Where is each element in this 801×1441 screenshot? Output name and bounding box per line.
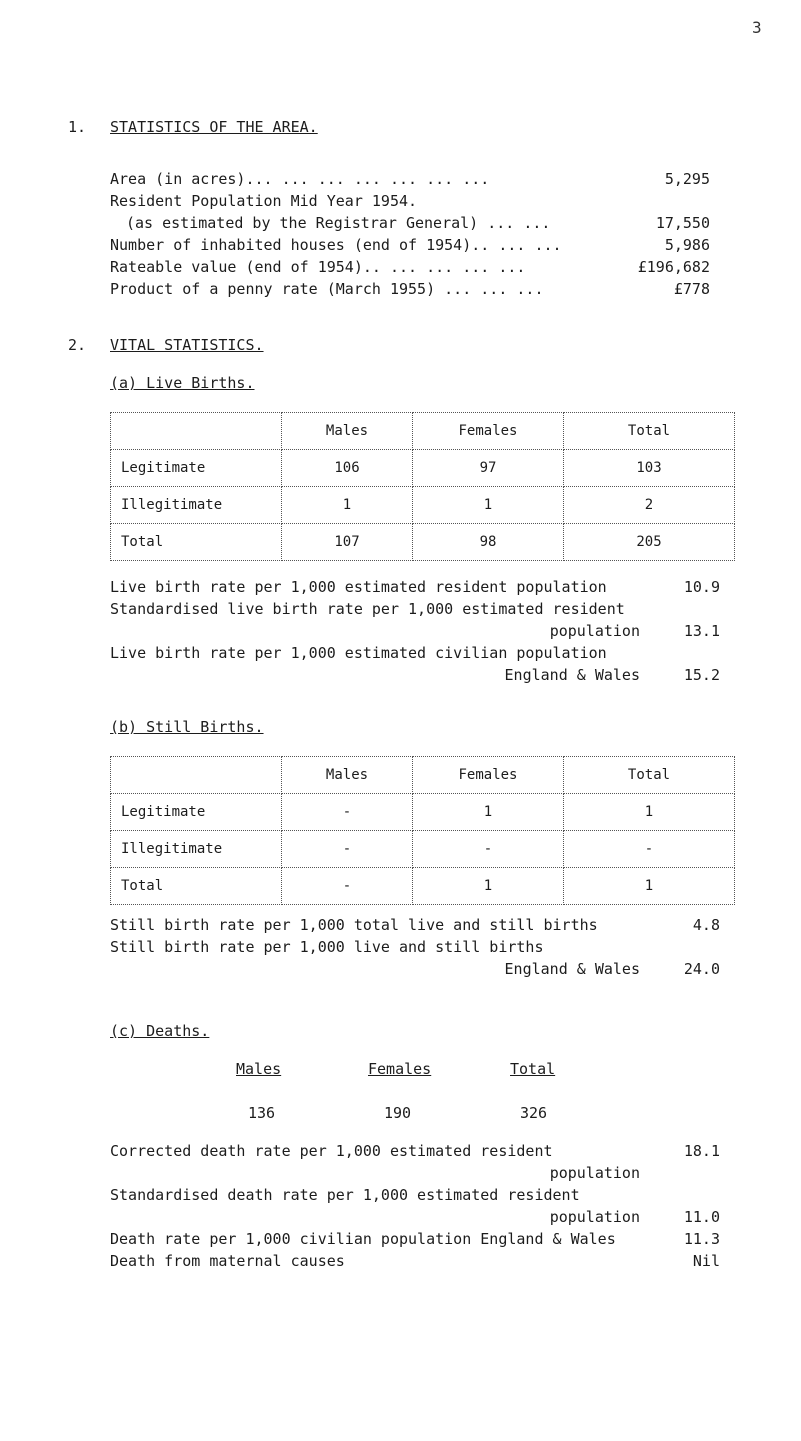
live-births-table [110,412,735,561]
deaths-value: 326 [520,1104,548,1122]
table-cell: Total [111,524,282,561]
stat-label: Rateable value (end of 1954).. ... ... ... ... [110,258,526,276]
stat-row [110,192,710,214]
stat-value: 5,295 [664,170,710,188]
table-cell: 1 [564,868,735,905]
page-number: 3 [752,18,762,37]
stat-label: (as estimated by the Registrar General) ... ... [126,214,551,232]
table-cell: 1 [413,794,564,831]
table-cell: 97 [413,450,564,487]
rate-row [110,622,720,644]
rate-label: population [549,1208,640,1226]
table-row [111,524,735,561]
stat-label: Area (in acres)... ... ... ... ... ... ... [110,170,490,188]
rate-label: Standardised death rate per 1,000 estimated resident [110,1186,580,1204]
table-header-row [111,757,735,794]
rate-label: Death from maternal causes [110,1252,345,1270]
table-cell: 106 [282,450,413,487]
rate-label: Live birth rate per 1,000 estimated civilian population [110,644,607,662]
stat-value: £196,682 [637,258,710,276]
table-header: Males [282,413,413,450]
section-title: STATISTICS OF THE AREA. [110,118,318,136]
rate-row [110,916,720,938]
section-number: 1. [68,118,87,136]
table-header: Females [413,413,564,450]
rate-row [110,1208,720,1230]
table-header-row [111,413,735,450]
stat-row [110,236,710,258]
rate-label: population [549,1164,640,1182]
rate-row [110,1164,720,1186]
table-cell: Illegitimate [111,831,282,868]
rate-label: England & Wales [504,960,640,978]
rate-row [110,600,720,622]
table-row [111,831,735,868]
table-cell: Illegitimate [111,487,282,524]
table-header: Males [282,757,413,794]
table-cell: 107 [282,524,413,561]
stat-row [110,258,710,280]
stat-value: £778 [673,280,710,298]
rate-value: Nil [692,1252,720,1270]
table-header: Total [564,757,735,794]
table-cell: - [413,831,564,868]
table-cell [111,757,282,794]
still-births-table [110,756,735,905]
rate-value: 24.0 [683,960,720,978]
table-cell: 103 [564,450,735,487]
table-cell: 205 [564,524,735,561]
still-births-heading: (b) Still Births. [110,718,264,736]
stat-label: Resident Population Mid Year 1954. [110,192,418,210]
stat-row [110,280,710,302]
table-cell: - [282,831,413,868]
table-cell: - [282,794,413,831]
rate-row [110,578,720,600]
stat-value: 17,550 [655,214,710,232]
rate-row [110,938,720,960]
table-cell: 2 [564,487,735,524]
rate-label: Still birth rate per 1,000 total live and still births [110,916,598,934]
deaths-value: 190 [384,1104,412,1122]
rate-label: Standardised live birth rate per 1,000 estimated resident [110,600,625,618]
rate-label: Still birth rate per 1,000 live and still births [110,938,544,956]
deaths-col-header: Total [510,1060,556,1078]
stat-row [110,170,710,192]
rate-row [110,666,720,688]
section-number: 2. [68,336,87,354]
table-row [111,450,735,487]
deaths-col-header: Males [236,1060,282,1078]
rate-row [110,1142,720,1164]
rate-value: 13.1 [683,622,720,640]
rate-label: Death rate per 1,000 civilian population England & Wales [110,1230,616,1248]
table-cell: 1 [564,794,735,831]
table-cell: Legitimate [111,450,282,487]
table-cell: - [564,831,735,868]
rate-row [110,1186,720,1208]
table-cell: 1 [282,487,413,524]
rate-value: 11.0 [683,1208,720,1226]
rate-label: Live birth rate per 1,000 estimated resident population [110,578,607,596]
rate-label: Corrected death rate per 1,000 estimated resident [110,1142,553,1160]
stat-value: 5,986 [664,236,710,254]
deaths-col-header: Females [368,1060,432,1078]
rate-value: 15.2 [683,666,720,684]
rate-value: 4.8 [692,916,720,934]
table-cell: 98 [413,524,564,561]
live-births-heading: (a) Live Births. [110,374,255,392]
stat-label: Number of inhabited houses (end of 1954).. ... ... [110,236,562,254]
table-cell: - [282,868,413,905]
rate-row [110,644,720,666]
section-title: VITAL STATISTICS. [110,336,264,354]
table-row [111,487,735,524]
stat-row [110,214,710,236]
table-header: Total [564,413,735,450]
table-row [111,868,735,905]
deaths-heading: (c) Deaths. [110,1022,210,1040]
rate-value: 18.1 [683,1142,720,1160]
table-header: Females [413,757,564,794]
table-cell: Total [111,868,282,905]
rate-value: 11.3 [683,1230,720,1248]
deaths-value: 136 [248,1104,276,1122]
table-cell: 1 [413,868,564,905]
table-cell [111,413,282,450]
table-cell: 1 [413,487,564,524]
stat-label: Product of a penny rate (March 1955) ... ... ... [110,280,544,298]
rate-value: 10.9 [683,578,720,596]
rate-row [110,960,720,982]
rate-label: population [549,622,640,640]
table-cell: Legitimate [111,794,282,831]
rate-label: England & Wales [504,666,640,684]
rate-row [110,1252,720,1274]
table-row [111,794,735,831]
rate-row [110,1230,720,1252]
